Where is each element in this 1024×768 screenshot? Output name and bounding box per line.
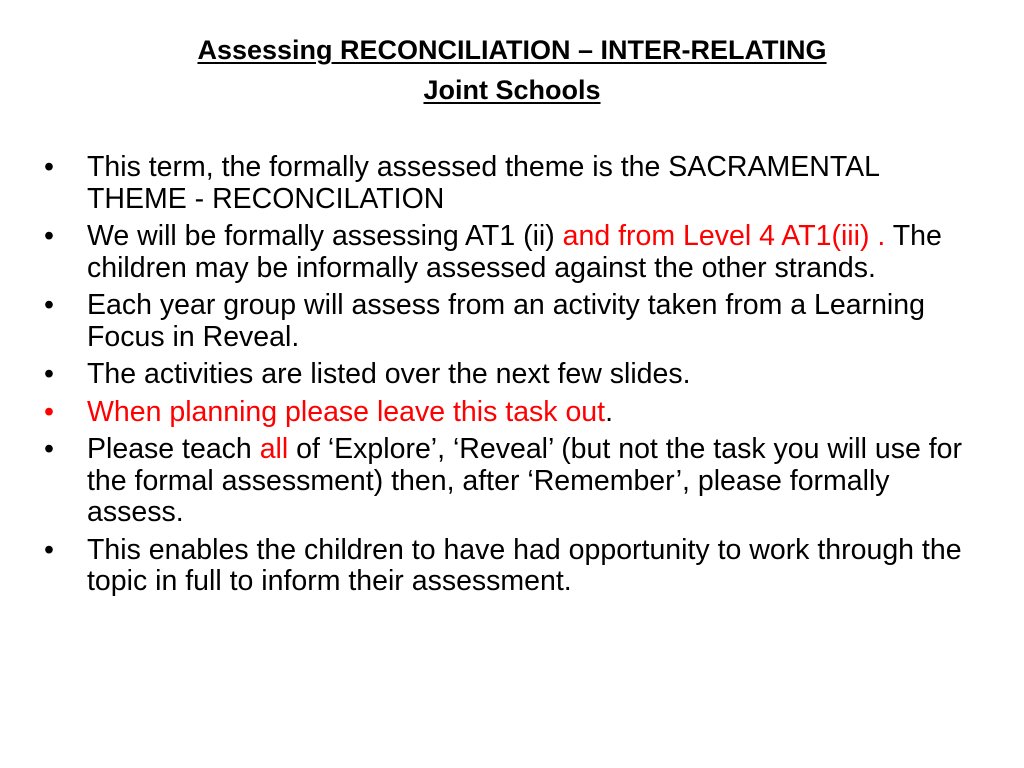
bullet-item-5: [44, 397, 964, 429]
bullet-text: Each year group will assess from an activity taken from a Learning Focus in Reveal.: [87, 289, 925, 353]
bullet-icon: •: [44, 395, 54, 428]
bullet-list: [44, 152, 964, 604]
slide-title: [0, 30, 1024, 110]
bullet-item-3: [44, 290, 964, 353]
bullet-icon: •: [44, 289, 54, 321]
bullet-text: The children may be informally assessed against the other strands.: [87, 220, 942, 284]
bullet-text: The activities are listed over the next few slides.: [87, 358, 691, 390]
bullet-text: .: [605, 395, 614, 428]
bullet-icon: •: [44, 533, 54, 566]
slide-title-line-1: Assessing RECONCILIATION – INTER-RELATING: [197, 35, 827, 65]
bullet-icon: •: [44, 220, 54, 252]
slide-title-line-2: Joint Schools: [423, 75, 601, 105]
bullet-text: of ‘Explore’, ‘Reveal’ (but not the task you will use for the formal assessment) then, after ‘Remember’, please formally assess.: [87, 433, 962, 528]
bullet-item-2: [44, 221, 964, 284]
bullet-text-highlight: and from Level 4 AT1(iii) .: [562, 220, 893, 252]
bullet-item-4: [44, 359, 964, 391]
bullet-item-1: [44, 152, 964, 215]
bullet-item-6: [44, 434, 964, 529]
bullet-text: This enables the children to have had opportunity to work through the topic in full to inform their assessment.: [87, 533, 962, 597]
bullet-text: Please teach: [87, 433, 260, 465]
bullet-text: We will be formally assessing AT1 (ii): [87, 220, 563, 252]
bullet-item-7: [44, 535, 964, 598]
bullet-icon: •: [44, 151, 54, 183]
bullet-icon: •: [44, 433, 54, 465]
bullet-text: This term, the formally assessed theme is the SACRAMENTAL THEME - RECONCILATION: [87, 151, 879, 215]
bullet-text-highlight: all: [259, 433, 289, 465]
bullet-icon: •: [44, 358, 54, 390]
bullet-text-highlight: When planning please leave this task out: [87, 395, 606, 428]
